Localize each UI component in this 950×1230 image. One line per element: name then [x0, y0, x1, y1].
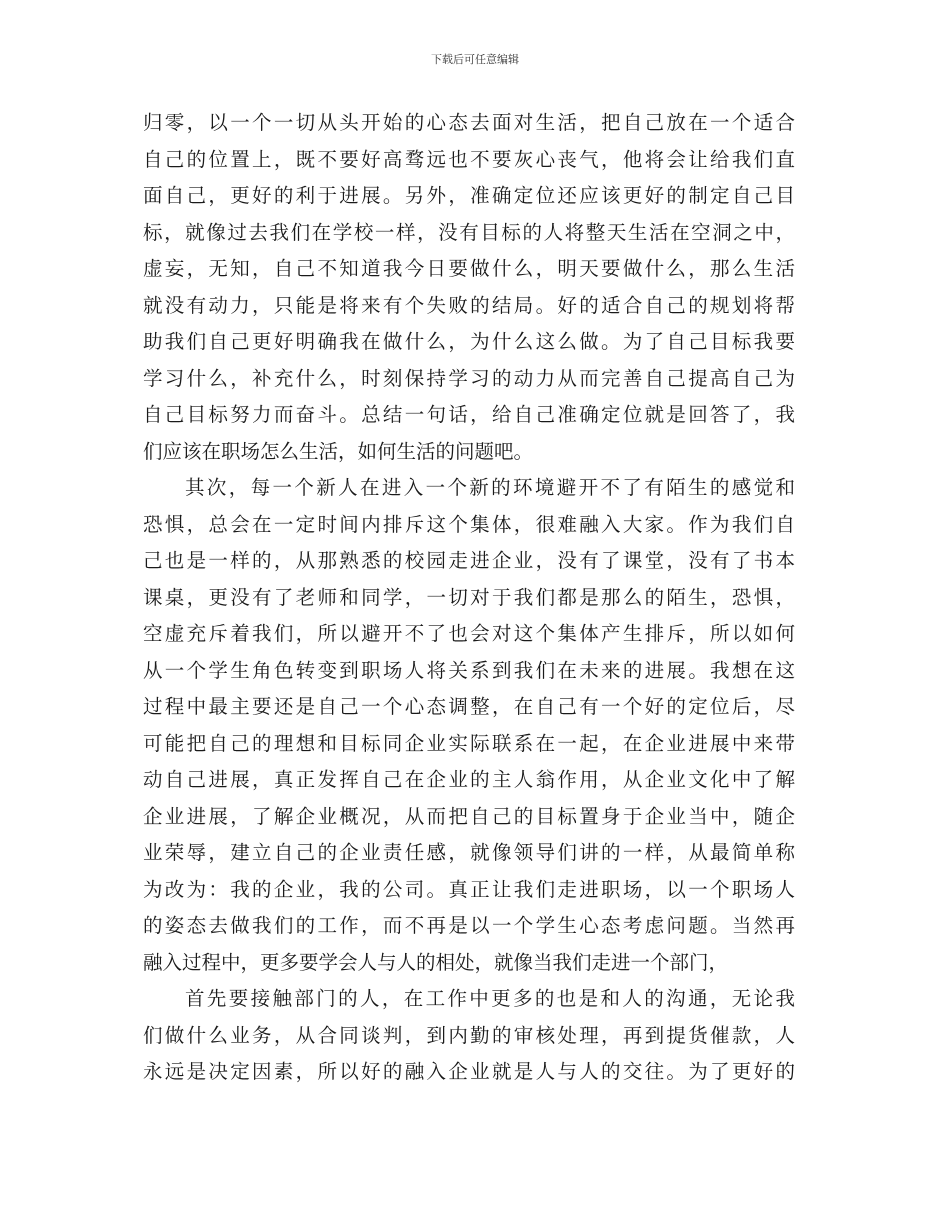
text-line: 为改为：我的企业，我的公司。真正让我们走进职场，以一个职场人 [143, 877, 795, 901]
text-line: 可能把自己的理想和目标同企业实际联系在一起，在企业进展中来带 [143, 731, 795, 755]
text-line: 们做什么业务，从合同谈判，到内勤的审核处理，再到提货催款，人 [143, 1023, 795, 1047]
text-line: 融入过程中，更多要学会人与人的相处，就像当我们走进一个部门， [143, 950, 729, 974]
text-line: 业荣辱，建立自己的企业责任感，就像领导们讲的一样，从最简单称 [143, 841, 795, 864]
text-line: 空虚充斥着我们，所以避开不了也会对这个集体产生排斥，所以如何 [143, 622, 795, 645]
text-line: 恐惧，总会在一定时间内排斥这个集体，很难融入大家。作为我们自 [143, 512, 795, 536]
text-line: 首先要接触部门的人，在工作中更多的也是和人的沟通，无论我 [185, 987, 795, 1010]
text-line: 自己目标努力而奋斗。总结一句话，给自己准确定位就是回答了，我 [143, 403, 795, 426]
text-line: 永远是决定因素，所以好的融入企业就是人与人的交往。为了更好的 [143, 1060, 795, 1083]
text-line: 其次，每一个新人在进入一个新的环境避开不了有陌生的感觉和 [185, 476, 795, 499]
text-line: 过程中最主要还是自己一个心态调整，在自己有一个好的定位后，尽 [143, 695, 795, 718]
text-line: 就没有动力，只能是将来有个失败的结局。好的适合自己的规划将帮 [143, 293, 795, 317]
text-line: 面自己，更好的利于进展。另外，准确定位还应该更好的制定自己目 [143, 184, 795, 207]
text-line: 的姿态去做我们的工作，而不再是以一个学生心态考虑问题。当然再 [143, 914, 795, 937]
text-line: 助我们自己更好明确我在做什么，为什么这么做。为了自己目标我要 [143, 330, 795, 353]
paragraph [143, 105, 795, 470]
text-line: 标，就像过去我们在学校一样，没有目标的人将整天生活在空洞之中， [143, 220, 795, 244]
text-line: 动自己进展，真正发挥自己在企业的主人翁作用，从企业文化中了解 [143, 768, 795, 791]
text-line: 企业进展，了解企业概况，从而把自己的目标置身于企业当中，随企 [143, 804, 795, 828]
text-line: 从一个学生角色转变到职场人将关系到我们在未来的进展。我想在这 [143, 658, 795, 682]
text-line: 己也是一样的，从那熟悉的校园走进企业，没有了课堂，没有了书本 [143, 549, 795, 572]
paragraph [143, 470, 795, 981]
text-line: 学习什么，补充什么，时刻保持学习的动力从而完善自己提高自己为 [143, 366, 795, 390]
text-line: 归零，以一个一切从头开始的心态去面对生活，把自己放在一个适合 [143, 111, 795, 134]
text-line: 课桌，更没有了老师和同学，一切对于我们都是那么的陌生，恐惧， [143, 585, 795, 609]
text-line: 虚妄，无知，自己不知道我今日要做什么，明天要做什么，那么生活 [143, 257, 795, 280]
text-line: 自己的位置上，既不要好高骛远也不要灰心丧气，他将会让给我们直 [143, 147, 795, 171]
text-line: 们应该在职场怎么生活，如何生活的问题吧。 [143, 439, 534, 463]
paragraph [143, 981, 795, 1091]
document-body [143, 105, 795, 1091]
page-header: 下载后可任意编辑 [431, 53, 519, 66]
